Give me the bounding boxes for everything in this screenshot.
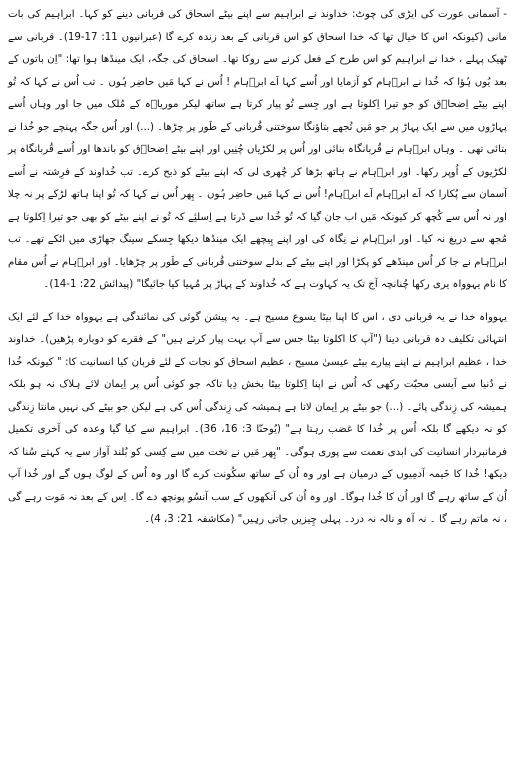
paragraph-abraham-isaac: - آسمانی عورت کی ایڑی کی چوٹ: خداوند نے ابراہیم سے اپنے بیٹے اسحاق کی قربانی دینے کو کہا۔ ابراہیم کی بات مانی (کیونکہ اس کا خیال تھا کہ خدا اسحاق کو اس قربانی کے بعد زندہ کرے گا (عبرانیوں 11: 17-19)۔ قربانی سے ٹھیک پہلے ، خدا نے ابراہیم کو اس طرح کے فعل کرنے سے روکا تھا۔ اسحاق کی جگہ، ایک مینڈھا ہوا تھا: "اِن باتوں کے بعد یُوں ہُؤا کہ خُدا نے ابرؔہام کو آزمایا اور اُسے کہا اَے ابرؔہام ! اُس نے کہا مَیں حاضِر ہُوں ۔ تب اُس نے کہا کہ تُو اپنے بیٹے اِضحاؔق کو جو تیرا اِکلوتا ہے اور جِسے تُو پیار کرتا ہے ساتھ لیکر موریاؔہ کے مُلک میں جا اور وہاں اُسے پہاڑوں میں سے ایک پہاڑ پر جو مَیں تُجھے بتاؤنگا سوختنی قُربانی کے طَور پر چڑھا۔ (...) اور اُس جگہ پہنچے جو خُدا نے بتائی تھی ۔ وہاں ابرؔہام نے قُربانگاہ بنائی اور اُس پر لکڑیاں چُنِیں اور اپنے بیٹے اِضحاؔق کو باندھا اور اُسے قُربانگاہ پر لکڑیوں کے اُوپر رکھا۔ اور ابرؔہام نے ہاتھ بڑھا کر چُھری لی کہ اپنے بیٹے کو ذبح کرے۔ تب خُداوند کے فرِشتہ نے اُسے آسمان سے پُکارا کہ اَے ابرؔہام اَے ابرؔہام! اُس نے کہا مَیں حاضِر ہُوں ۔ پِھر اُس نے کہا کہ تُو اپنا ہاتھ لڑکے پر نہ چلا اور نہ اُس سے کُچھ کر کیونکہ مَیں اب جان گیا کہ تُو خُدا سے ڈرتا ہے اِسلئِے کہ تُو نے اپنے بیٹے کو بھی جو تیرا اِکلوتا ہے مُجھ سے دریغ نہ کیا۔ اور ابرؔہام نے نِگاہ کی اور اپنے پِیچھے ایک مینڈھا دیکھا جِسکے سینگ جھاڑی میں اٹکے تھے۔ تب ابرؔہام نے جا کر اُس مینڈھے کو پکڑا اور اپنے بیٹے کے بدلے سوختنی قُربانی کے طَور پر چڑھایا۔ اور ابرؔہام نے اُس مقام کا نام یہوواہ یری رکھا چُنانچہ آج تک یہ کہاوت ہے کہ خُداوند کے پہاڑ پر مُہیا کیا جائیگا" (پیدائش 22: 1-14)۔ [8, 9, 508, 290]
paragraph-sacrifice-fulfilment: یہوواہ خدا نے یہ قربانی دی ، اس کا اپنا بیٹا یسوع مسیح ہے۔ یہ پیشن گوئی کی نمائندگی ہے یہوواہ خدا کے لئے ایک انتہائی تکلیف دہ قربانی دینا ("آپ کا اکلوتا بیٹا جس سے آپ بہت پیار کرتے ہیں" کے فقرے کو دوبارہ پڑھیں)۔ خداوند خدا ، عظیم ابراہیم نے اپنے پیارے بیٹے عیسیٰ مسیح ، عظیم اسحاق کو نجات کے لئے قربان کیا انسانیت کا: " کیونکہ خُدا نے دُنیا سے اَیسی محبّت رکھی کہ اُس نے اپنا اِکلوتا بیٹا بخش دِیا تاکہ جو کوئی اُس پر اِیمان لائے ہلاک نہ ہو بلکہ ہمیشہ کی زِندگی پائے۔ (...) جو بیٹے پر اِیمان لاتا ہے ہمیشہ کی زِندگی اُس کی ہے لیکن جو بیٹے کی نہیں مانتا زِندگی کو نہ دیکھے گا بلکہ اُس پر خُدا کا غضب رہتا ہے" (یُوحنّا 3: 16، 36)۔ ابراہیم سے کیا گیا وعدہ کی آخری تکمیل فرمانبردار انسانیت کی ابدی نعمت سے پوری ہوگی۔ "پِھر مَیں نے تخت میں سے کِسی کو بُلند آواز سے یہ کہتے سُنا کہ دیکھ! خُدا کا خَیمہ آدمِیوں کے درمیان ہے اور وہ اُن کے ساتھ سکُونت کرے گا اور وہ اُس کے لوگ ہوں گے اور خُدا آپ اُن کے ساتھ رہے گا اور اُن کا خُدا ہوگا۔ اور وہ اُن کی آنکھوں کے سب آنسُو پونچھ دے گا۔ اِس کے بعد نہ مَوت رہے گی ، نہ ماتم رہے گا ۔ نہ آہ و نالہ نہ درد۔ پہلی چِیزیں جاتی رہِیں" (مکاشفہ 21: 3، 4)۔ [8, 311, 508, 525]
paragraph-divider [8, 297, 507, 307]
